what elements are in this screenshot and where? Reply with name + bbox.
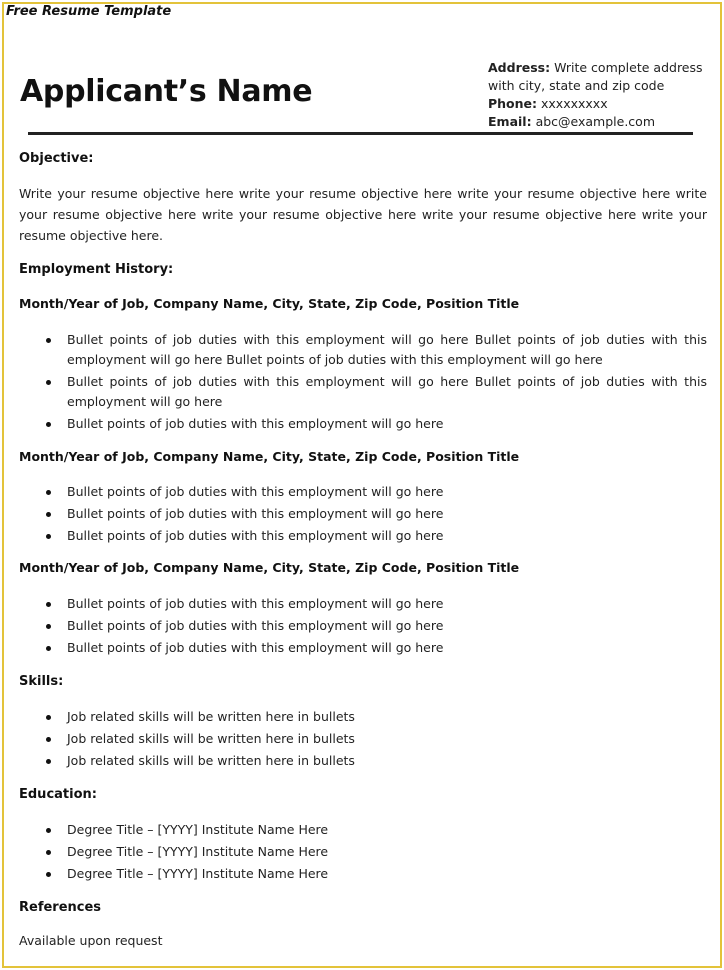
job-duties-list xyxy=(19,330,707,434)
job-duties-list xyxy=(19,482,707,546)
list-item: Bullet points of job duties with this employment will go here Bullet points of job duties with this employment will go here xyxy=(19,372,707,412)
list-item: Job related skills will be written here in bullets xyxy=(19,729,707,749)
job-title: Month/Year of Job, Company Name, City, State, Zip Code, Position Title xyxy=(19,449,520,464)
list-item: Bullet points of job duties with this employment will go here xyxy=(19,414,707,434)
references-text: Available upon request xyxy=(19,933,163,948)
list-item: Job related skills will be written here in bullets xyxy=(19,707,707,727)
list-item: Bullet points of job duties with this employment will go here xyxy=(19,482,707,502)
template-banner: Free Resume Template xyxy=(6,4,172,19)
email-line xyxy=(488,113,713,131)
references-heading: References xyxy=(19,900,102,915)
list-item: Bullet points of job duties with this employment will go here xyxy=(19,526,707,546)
objective-heading: Objective: xyxy=(19,151,94,166)
list-item: Degree Title – [YYYY] Institute Name Here xyxy=(19,864,707,884)
phone-label: Phone: xyxy=(488,96,538,111)
education-heading: Education: xyxy=(19,787,97,802)
phone-line xyxy=(488,95,713,113)
education-list xyxy=(19,820,707,884)
list-item: Degree Title – [YYYY] Institute Name Here xyxy=(19,820,707,840)
skills-heading: Skills: xyxy=(19,674,64,689)
header-divider xyxy=(28,132,693,135)
email-label: Email: xyxy=(488,114,532,129)
list-item: Job related skills will be written here in bullets xyxy=(19,751,707,771)
job-title: Month/Year of Job, Company Name, City, State, Zip Code, Position Title xyxy=(19,560,520,575)
list-item: Bullet points of job duties with this employment will go here Bullet points of job duties with this employment will go here Bullet points of job duties with this employment will go here xyxy=(19,330,707,370)
job-title: Month/Year of Job, Company Name, City, State, Zip Code, Position Title xyxy=(19,296,520,311)
skills-list xyxy=(19,707,707,771)
list-item: Bullet points of job duties with this employment will go here xyxy=(19,638,707,658)
list-item: Degree Title – [YYYY] Institute Name Here xyxy=(19,842,707,862)
list-item: Bullet points of job duties with this employment will go here xyxy=(19,616,707,636)
contact-block xyxy=(488,59,713,131)
address-line xyxy=(488,59,713,95)
list-item: Bullet points of job duties with this employment will go here xyxy=(19,594,707,614)
phone-value: xxxxxxxxx xyxy=(541,96,608,111)
email-value: abc@example.com xyxy=(535,114,656,129)
applicant-name: Applicant’s Name xyxy=(20,74,313,109)
objective-text: Write your resume objective here write your resume objective here write your resume objective here write your resume objective here write your resume objective here write your resume objective here write your resume objective here. xyxy=(19,186,707,243)
employment-heading: Employment History: xyxy=(19,262,174,277)
job-duties-list xyxy=(19,594,707,658)
address-value: Write complete address with city, state and zip code xyxy=(488,60,703,93)
address-label: Address: xyxy=(488,60,551,75)
list-item: Bullet points of job duties with this employment will go here xyxy=(19,504,707,524)
